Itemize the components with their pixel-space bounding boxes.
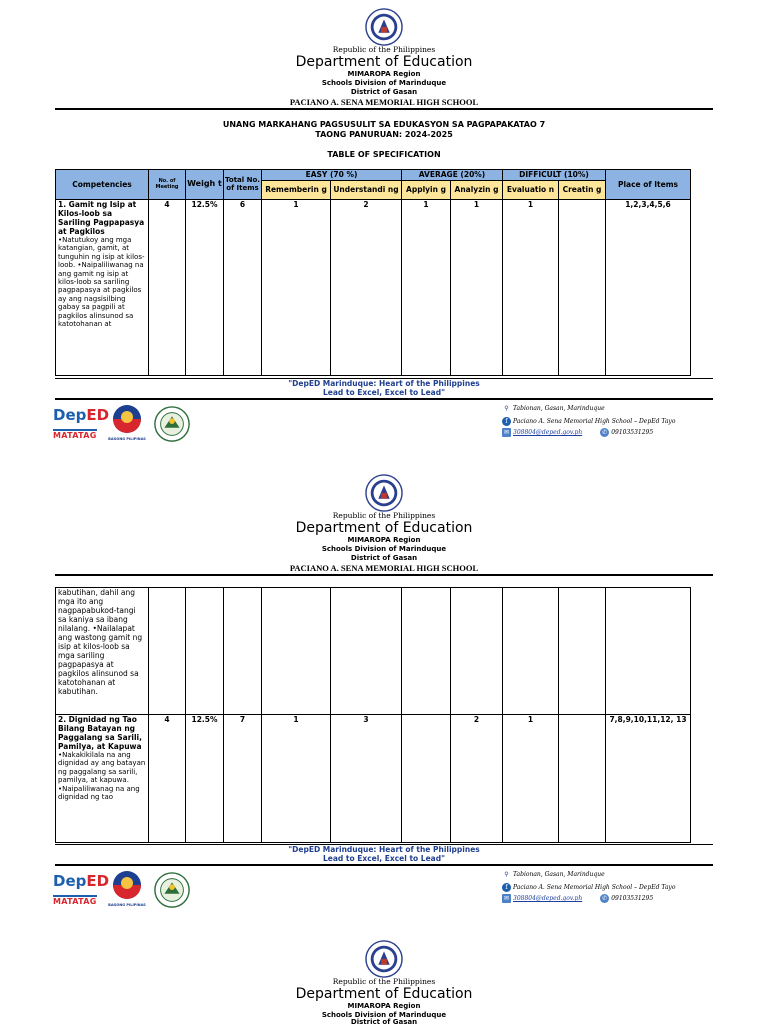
bagong-pilipinas-logo-icon xyxy=(106,869,148,905)
applying-cell: 1 xyxy=(402,200,451,376)
header-district: District of Gasan xyxy=(350,1018,418,1024)
header-department: Department of Education xyxy=(295,520,473,536)
col-competencies: Competencies xyxy=(56,170,149,200)
remembering-cell: 1 xyxy=(262,715,331,843)
col-analyzing: Analyzin g xyxy=(451,181,503,200)
col-remembering: Rememberin g xyxy=(262,181,331,200)
competency-title: 2. Dignidad ng Tao Bilang Batayan ng Paggalang sa Sarili, Pamilya, at Kapuwa xyxy=(58,715,142,751)
contact-email-phone: ✉ 308804@deped.gov.ph ✆ 09103531295 xyxy=(503,895,654,902)
header-division: Schools Division of Marinduque xyxy=(321,1011,447,1019)
footer-motto xyxy=(0,845,768,863)
mail-icon: ✉ xyxy=(503,895,510,902)
facebook-icon: f xyxy=(502,883,511,892)
bagong-pilipinas-text: BAGONG PILIPINAS xyxy=(108,903,146,907)
matatag-logo: MATATAG xyxy=(53,897,97,906)
email-link[interactable]: 308804@deped.gov.ph xyxy=(513,895,583,902)
bagong-pilipinas-logo-icon xyxy=(106,403,148,439)
header-divider xyxy=(55,108,713,110)
col-applying: Applyin g xyxy=(402,181,451,200)
email-link[interactable]: 308804@deped.gov.ph xyxy=(513,429,583,436)
remembering-cell: 1 xyxy=(262,200,331,376)
contact-facebook[interactable]: f Paciano A. Sena Memorial High School – DepEd Tayo xyxy=(502,883,675,892)
applying-cell xyxy=(402,715,451,843)
analyzing-cell: 2 xyxy=(451,715,503,843)
location-pin-icon: ⚲ xyxy=(504,871,509,878)
competency-description: •Nakakikilala na ang dignidad ay ang batayan ng paggalang sa sarili, pamilya, at kapuwa. •Naipaliliwanag na ang dignidad ng tao xyxy=(58,751,146,801)
col-understanding: Understandi ng xyxy=(331,181,402,200)
header-department: Department of Education xyxy=(295,986,473,1002)
deped-logo: DepED xyxy=(53,406,110,424)
document-page-2 xyxy=(0,466,768,932)
contact-email-phone: ✉ 308804@deped.gov.ph ✆ 09103531295 xyxy=(503,429,654,436)
col-total-items: Total No. of Items xyxy=(224,170,262,200)
footer-divider xyxy=(55,864,713,866)
competency-cell xyxy=(56,715,149,843)
col-meeting: No. of Meeting xyxy=(149,170,186,200)
footer-motto-line1: "DepED Marinduque: Heart of the Philippines xyxy=(288,379,480,388)
total-cell: 7 xyxy=(224,715,262,843)
document-page-1 xyxy=(0,0,768,466)
footer-motto-line2: Lead to Excel, Excel to Lead" xyxy=(322,854,445,863)
header-republic: Republic of the Philippines xyxy=(332,511,436,520)
facebook-icon: f xyxy=(502,417,511,426)
competency-description: •Natutukoy ang mga katangian, gamit, at tunguhin ng isip at kilos-loob. •Naipaliliwanag na ang gamit ng isip at kilos-loob sa sariling pagpapasya at pagkilos ay ang nagsisilbing gabay sa pagpili at pagkilos alinsunod sa katotohanan at xyxy=(58,236,145,328)
mail-icon: ✉ xyxy=(503,429,510,436)
competency-cell xyxy=(56,200,149,376)
header-district: District of Gasan xyxy=(350,88,418,96)
contact-facebook[interactable]: f Paciano A. Sena Memorial High School – DepEd Tayo xyxy=(502,417,675,426)
contact-address: ⚲ Tabionan, Gasan, Marinduque xyxy=(502,870,605,879)
meeting-cell: 4 xyxy=(149,200,186,376)
col-average: AVERAGE (20%) xyxy=(402,170,503,181)
header-school: PACIANO A. SENA MEMORIAL HIGH SCHOOL xyxy=(289,563,479,573)
weight-cell: 12.5% xyxy=(186,715,224,843)
header-division: Schools Division of Marinduque xyxy=(321,79,447,87)
analyzing-cell: 1 xyxy=(451,200,503,376)
col-evaluation: Evaluatio n xyxy=(503,181,559,200)
meeting-cell: 4 xyxy=(149,715,186,843)
header-republic: Republic of the Philippines xyxy=(332,977,436,986)
col-weight: Weigh t xyxy=(186,170,224,200)
deped-seal-icon xyxy=(365,940,403,978)
competency-title: 1. Gamit ng Isip at Kilos-loob sa Sariling Pagpapasya at Pagkilos xyxy=(58,200,145,236)
header-district: District of Gasan xyxy=(350,554,418,562)
phone-icon: ✆ xyxy=(602,429,608,436)
header-school: PACIANO A. SENA MEMORIAL HIGH SCHOOL xyxy=(289,97,479,107)
place-cell: 7,8,9,10,11,12, 13 xyxy=(606,715,691,843)
table-row xyxy=(56,715,691,843)
place-cell: 1,2,3,4,5,6 xyxy=(606,200,691,376)
footer-divider xyxy=(55,398,713,400)
col-easy: EASY (70 %) xyxy=(262,170,402,181)
matatag-logo: MATATAG xyxy=(53,431,97,440)
competency-continuation: kabutihan, dahil ang mga ito ang nagpapabukod-tangi sa kaniya sa ibang nilalang. •Nailalapat ang wastong gamit ng isip at kilos-loob sa mga sariling pagpapasya at pagkilos alinsunod sa katotohanan at kabutihan. xyxy=(56,588,149,715)
understanding-cell: 2 xyxy=(331,200,402,376)
specification-table xyxy=(55,169,691,376)
header-region: MIMAROPA Region xyxy=(347,1002,421,1010)
weight-cell: 12.5% xyxy=(186,200,224,376)
header-republic: Republic of the Philippines xyxy=(332,45,436,54)
phone-icon: ✆ xyxy=(602,895,608,902)
header-department: Department of Education xyxy=(295,54,473,70)
col-creating: Creatin g xyxy=(559,181,606,200)
footer-motto-line2: Lead to Excel, Excel to Lead" xyxy=(322,388,445,397)
school-seal-icon xyxy=(153,405,191,443)
location-pin-icon: ⚲ xyxy=(504,405,509,412)
col-place-of-items: Place of Items xyxy=(606,170,691,200)
document-page-3 xyxy=(0,932,768,1024)
footer-motto-line1: "DepED Marinduque: Heart of the Philippines xyxy=(288,845,480,854)
understanding-cell: 3 xyxy=(331,715,402,843)
header-divider xyxy=(55,574,713,576)
evaluation-cell: 1 xyxy=(503,200,559,376)
col-difficult: DIFFICULT (10%) xyxy=(503,170,606,181)
table-row xyxy=(56,588,691,715)
creating-cell xyxy=(559,715,606,843)
header-region: MIMAROPA Region xyxy=(347,70,421,78)
specification-table-continued xyxy=(55,587,691,843)
table-row xyxy=(56,200,691,376)
evaluation-cell: 1 xyxy=(503,715,559,843)
total-cell: 6 xyxy=(224,200,262,376)
table-title: TABLE OF SPECIFICATION xyxy=(327,150,441,159)
header-region: MIMAROPA Region xyxy=(347,536,421,544)
deped-seal-icon xyxy=(365,474,403,512)
school-seal-icon xyxy=(153,871,191,909)
contact-address: ⚲ Tabionan, Gasan, Marinduque xyxy=(502,404,605,413)
bagong-pilipinas-text: BAGONG PILIPINAS xyxy=(108,437,146,441)
creating-cell xyxy=(559,200,606,376)
deped-seal-icon xyxy=(365,8,403,46)
deped-logo: DepED xyxy=(53,872,110,890)
exam-title: UNANG MARKAHANG PAGSUSULIT SA EDUKASYON SA PAGPAPAKATAO 7 xyxy=(222,120,546,129)
footer-motto xyxy=(0,379,768,397)
header-division: Schools Division of Marinduque xyxy=(321,545,447,553)
exam-year: TAONG PANURUAN: 2024-2025 xyxy=(315,130,453,139)
